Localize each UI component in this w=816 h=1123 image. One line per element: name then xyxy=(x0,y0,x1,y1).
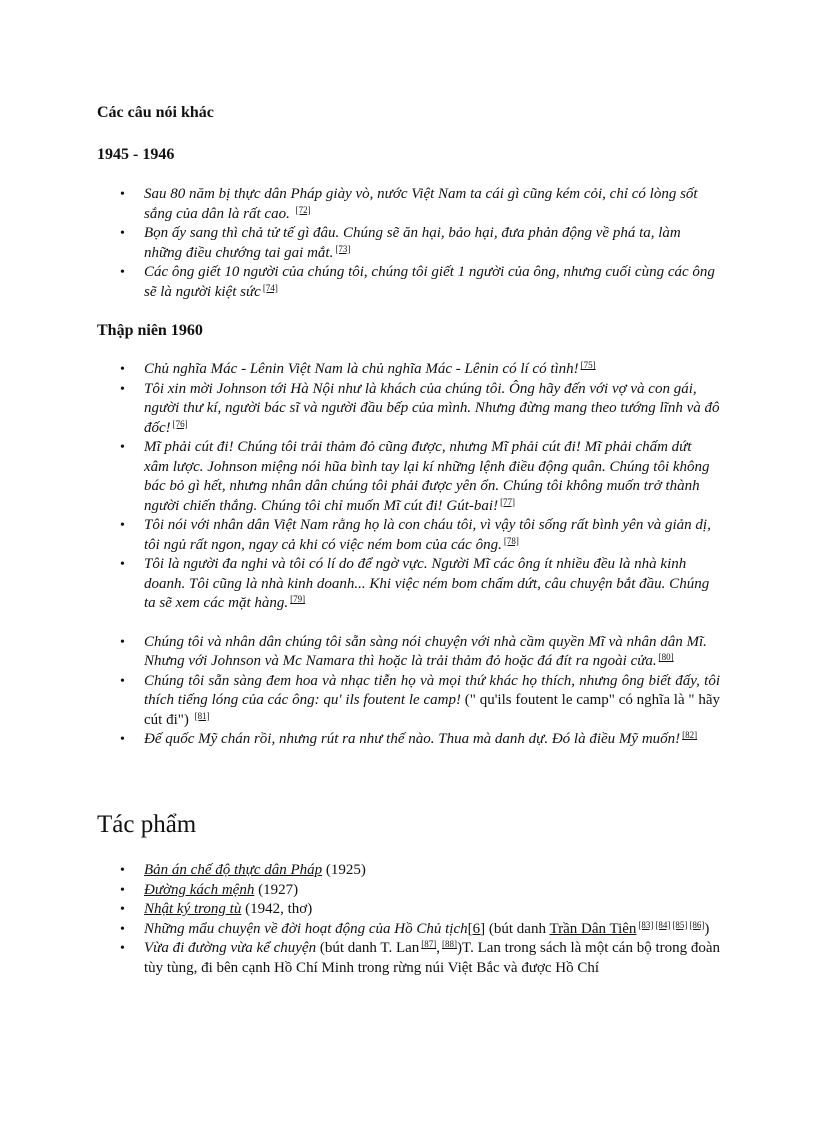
citation-link[interactable]: [81] xyxy=(194,710,210,721)
citation-link[interactable]: [77] xyxy=(500,496,516,507)
list-item: • Chúng tôi sẵn sàng đem hoa và nhạc tiễn họ và mọi thứ khác họ thích, nhưng ông biết đấy, tôi thích tiếng lóng của các ông: qu' ils foutent le camp! (" qu'ils foutent le camp" có nghĩa là " hãy cút đi") [81] xyxy=(120,672,720,731)
citation-link[interactable]: [6] xyxy=(467,920,486,937)
list-item: • Tôi xin mời Johnson tới Hà Nội như là khách của chúng tôi. Ông hãy đến với vợ và con gái, người thư kí, người bác sĩ và người đầu bếp của mình. Nhưng đừng mang theo tướng lĩnh và đô đốc! [76] xyxy=(120,380,720,439)
work-link[interactable]: Bản án chế độ thực dân Pháp xyxy=(144,862,323,878)
quotes-1945-list xyxy=(120,185,720,302)
work-link[interactable]: Nhật ký trong tù xyxy=(144,901,242,917)
citation-link[interactable]: [78] xyxy=(503,535,519,546)
list-item: • Nhật ký trong tù (1942, thơ) xyxy=(120,900,720,920)
citation-link[interactable]: [76] xyxy=(172,418,188,429)
list-item: • Chủ nghĩa Mác - Lênin Việt Nam là chủ nghĩa Mác - Lênin có lí có tình! [75] xyxy=(120,360,720,380)
works-list xyxy=(120,861,720,978)
citation-link[interactable]: [73] xyxy=(335,243,351,254)
list-item: • Sau 80 năm bị thực dân Pháp giày vò, nước Việt Nam ta cái gì cũng kém cỏi, chỉ có lòng sốt sắng của dân là rất cao. [72] xyxy=(120,185,720,224)
citation-link[interactable]: [83] xyxy=(638,919,654,930)
list-item: • Vừa đi đường vừa kể chuyện (bút danh T. Lan [87], [88])T. Lan trong sách là một cán bộ trong đoàn tùy tùng, đi bên cạnh Hồ Chí Minh trong rừng núi Việt Bắc và được Hồ Chí xyxy=(120,939,720,978)
citation-link[interactable]: [75] xyxy=(580,360,596,370)
heading-1945-1946: 1945 - 1946 xyxy=(97,146,175,163)
heading-other-quotes: Các câu nói khác xyxy=(97,104,214,121)
list-item: • Tôi nói với nhân dân Việt Nam rằng họ là con cháu tôi, vì vậy tôi sống rất bình yên và giản dị, tôi ngủ rất ngon, ngay cả khi có việc ném bom của các ông. [78] xyxy=(120,516,720,555)
citation-link[interactable]: [80] xyxy=(658,652,674,662)
citation-link[interactable]: [84] xyxy=(655,919,671,930)
author-link[interactable]: Trần Dân Tiên xyxy=(549,920,637,937)
citation-link[interactable]: [88] xyxy=(442,939,458,949)
heading-1960s: Thập niên 1960 xyxy=(97,322,203,339)
list-item: • Chúng tôi và nhân dân chúng tôi sẵn sàng nói chuyện với nhà cầm quyền Mĩ và nhân dân Mĩ. Nhưng với Johnson và Mc Namara thì hoặc là trải thảm đỏ hoặc đá đít ra ngoài cửa. [80] xyxy=(120,633,720,672)
citation-link[interactable]: [87] xyxy=(421,939,437,949)
list-item: • Những mẩu chuyện về đời hoạt động của Hồ Chủ tịch[6] (bút danh Trần Dân Tiên [83] [84] [85] [86]) xyxy=(120,920,720,940)
citation-link[interactable]: [85] xyxy=(672,919,688,930)
quotes-1960-list xyxy=(120,360,720,750)
citation-link[interactable]: [72] xyxy=(295,204,311,215)
heading-works: Tác phẩm xyxy=(97,811,197,838)
list-item: • Đế quốc Mỹ chán rồi, nhưng rút ra như thế nào. Thua mà danh dự. Đó là điều Mỹ muốn! [82] xyxy=(120,730,720,750)
citation-link[interactable]: [74] xyxy=(262,282,278,293)
list-item: • Bọn ấy sang thì chả tử tế gì đâu. Chúng sẽ ăn hại, bảo hại, đưa phản động về phá ta, làm những điều chướng tai gai mắt. [73] xyxy=(120,224,720,263)
citation-link[interactable]: [82] xyxy=(682,730,698,740)
list-item: • Đường kách mệnh (1927) xyxy=(120,881,720,901)
citation-link[interactable]: [79] xyxy=(290,594,306,604)
list-item: • Mĩ phải cút đi! Chúng tôi trải thảm đỏ cũng được, nhưng Mĩ phải cút đi! Mĩ phải chấm dứt xâm lược. Johnson miệng nói hũa bình tay lại kí những lệnh điều động quân. Chúng tôi không bác bỏ gì hết, nhưng nhân dân chúng tôi phải được yên ổn. Chúng tôi không muốn trở thành người chiến thắng. Chúng tôi chỉ muốn Mĩ cút đi! Gút-bai! [77] xyxy=(120,438,720,516)
citation-link[interactable]: [86] xyxy=(689,919,705,930)
list-item: • Bản án chế độ thực dân Pháp (1925) xyxy=(120,861,720,881)
work-link[interactable]: Đường kách mệnh xyxy=(144,881,255,898)
list-item: • Các ông giết 10 người của chúng tôi, chúng tôi giết 1 người của ông, nhưng cuối cùng các ông sẽ là người kiệt sức [74] xyxy=(120,263,720,302)
list-item: • Tôi là người đa nghi và tôi có lí do để ngờ vực. Người Mĩ các ông ít nhiều đều là nhà kinh doanh. Tôi cũng là nhà kinh doanh... Khi việc ném bom chấm dứt, câu chuyện bắt đầu. Chúng ta sẽ xem các mặt hàng. [79] xyxy=(120,555,720,614)
